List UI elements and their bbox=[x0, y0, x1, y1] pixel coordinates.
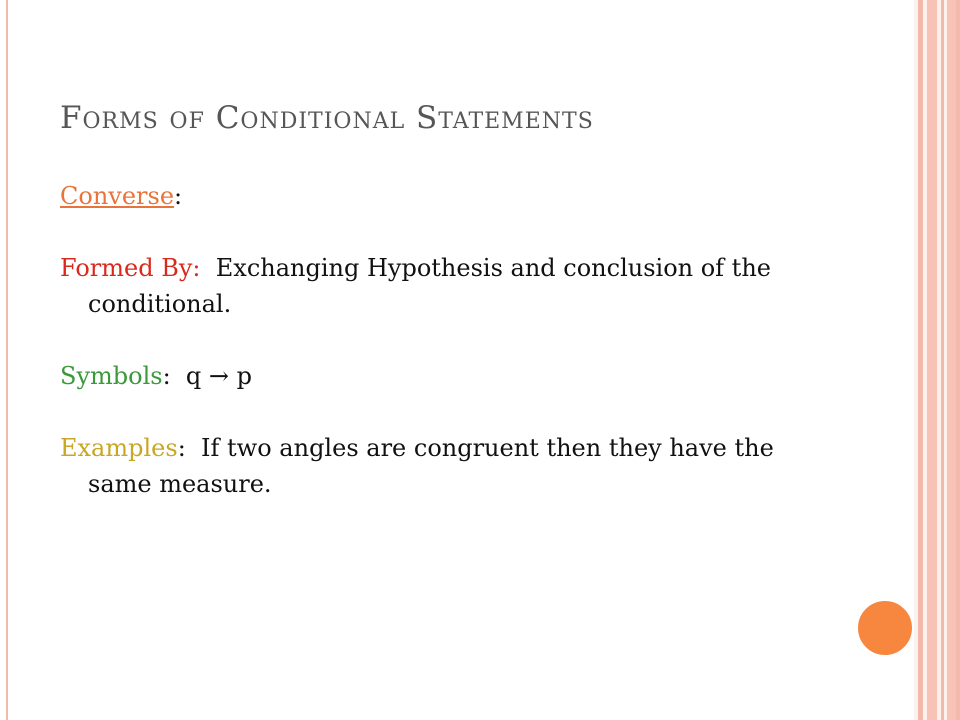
formed-by-label: Formed By: bbox=[60, 254, 201, 282]
accent-circle bbox=[856, 599, 914, 657]
formed-by-line bbox=[60, 250, 840, 322]
symbols-text: q → p bbox=[185, 362, 253, 390]
converse-label: Converse bbox=[60, 182, 175, 210]
slide-title: Forms of Conditional Statements bbox=[60, 100, 594, 136]
right-stripe-decoration bbox=[914, 0, 960, 720]
examples-text: If two angles are congruent then they have the same measure. bbox=[88, 434, 774, 498]
symbols-colon: : bbox=[162, 362, 171, 390]
examples-line bbox=[60, 430, 840, 502]
converse-line bbox=[60, 178, 840, 214]
converse-colon: : bbox=[174, 182, 183, 210]
left-border-decoration bbox=[0, 0, 8, 720]
examples-label: Examples bbox=[60, 434, 178, 462]
examples-colon: : bbox=[177, 434, 186, 462]
slide-body bbox=[60, 178, 840, 502]
symbols-line bbox=[60, 358, 840, 394]
symbols-label: Symbols bbox=[60, 362, 163, 390]
formed-by-text: Exchanging Hypothesis and conclusion of the conditional. bbox=[88, 254, 771, 318]
